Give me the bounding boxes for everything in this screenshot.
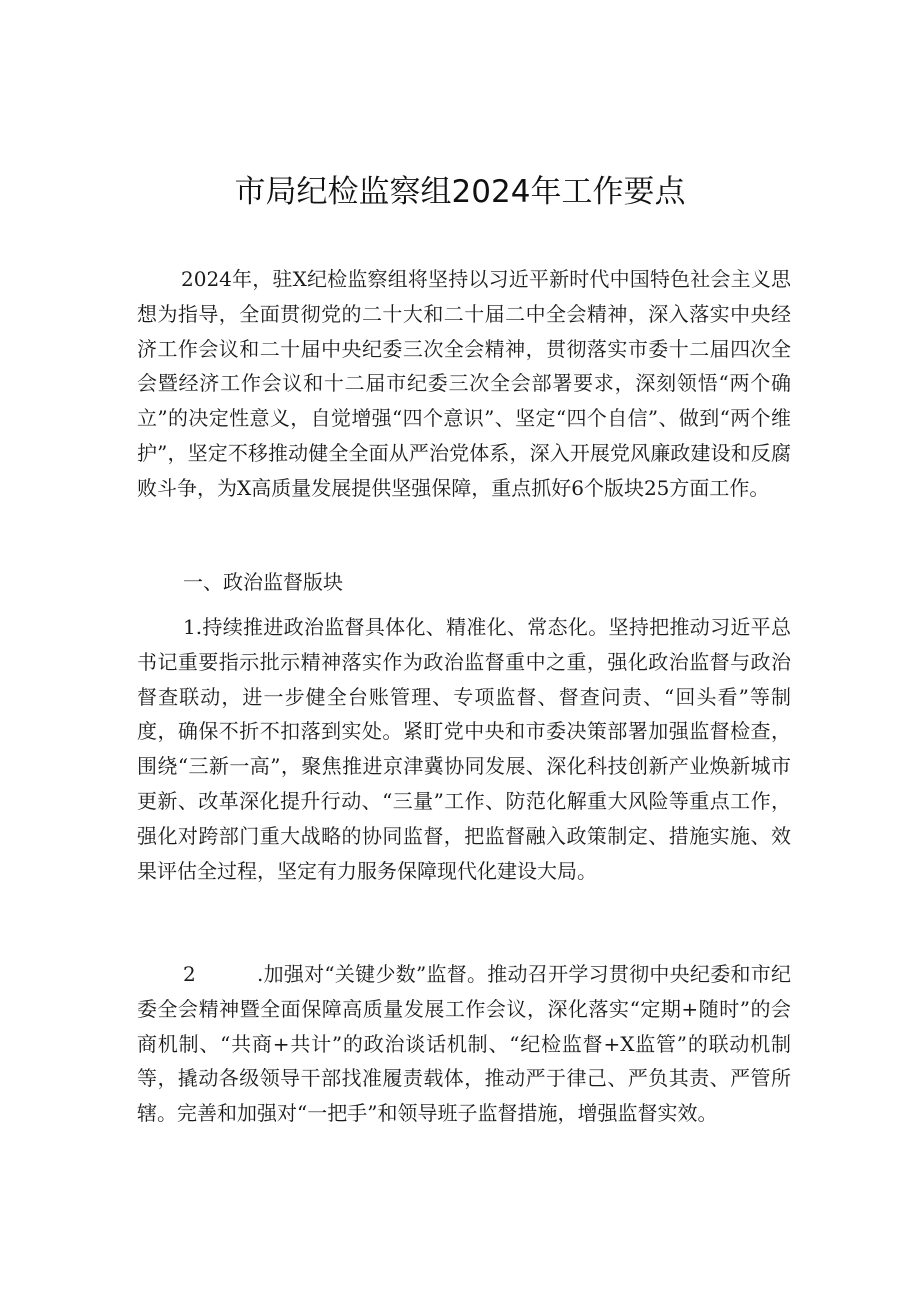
document-title: 市局纪检监察组2024年工作要点 [234, 174, 686, 210]
item-2-number: 2 [183, 962, 196, 986]
item-2-text: .加强对“关键少数”监督。推动召开学习贯彻中央纪委和市纪委全会精神暨全面保障高质量发展工作会议，深化落实“定期+随时”的会商机制、“共商+共计”的政治谈话机制、“纪检监督+X监管”的联动机制等，撬动各级领导干部找准履责载体，推动严于律己、严负其责、严管所辖。完善和加强对“一把手”和领导班子监督措施，增强监督实效。 [137, 962, 791, 1126]
item-1-paragraph: 1.持续推进政治监督具体化、精准化、常态化。坚持把推动习近平总书记重要指示批示精神落实作为政治监督重中之重，强化政治监督与政治督查联动，进一步健全台账管理、专项监督、督查问责、“回头看”等制度，确保不折不扣落到实处。紧盯党中央和市委决策部署加强监督检查，围绕“三新一高”，聚焦推进京津冀协同发展、深化科技创新产业焕新城市更新、改革深化提升行动、“三量”工作、防范化解重大风险等重点工作，强化对跨部门重大战略的协同监督，把监督融入政策制定、措施实施、效果评估全过程，坚定有力服务保障现代化建设大局。 [137, 615, 791, 883]
item-2-paragraph [137, 957, 791, 1131]
section-heading: 一、政治监督版块 [183, 570, 343, 594]
intro-paragraph: 2024年，驻X纪检监察组将坚持以习近平新时代中国特色社会主义思想为指导，全面贯彻党的二十大和二十届二中全会精神，深入落实中央经济工作会议和二十届中央纪委三次全会精神，贯彻落实市委十二届四次全会暨经济工作会议和十二届市纪委三次全会部署要求，深刻领悟“两个确立”的决定性意义，自觉增强“四个意识”、坚定“四个自信”、做到“两个维护”，坚定不移推动健全全面从严治党体系，深入开展党风廉政建设和反腐败斗争，为X高质量发展提供坚强保障，重点抓好6个版块25方面工作。 [137, 267, 791, 500]
